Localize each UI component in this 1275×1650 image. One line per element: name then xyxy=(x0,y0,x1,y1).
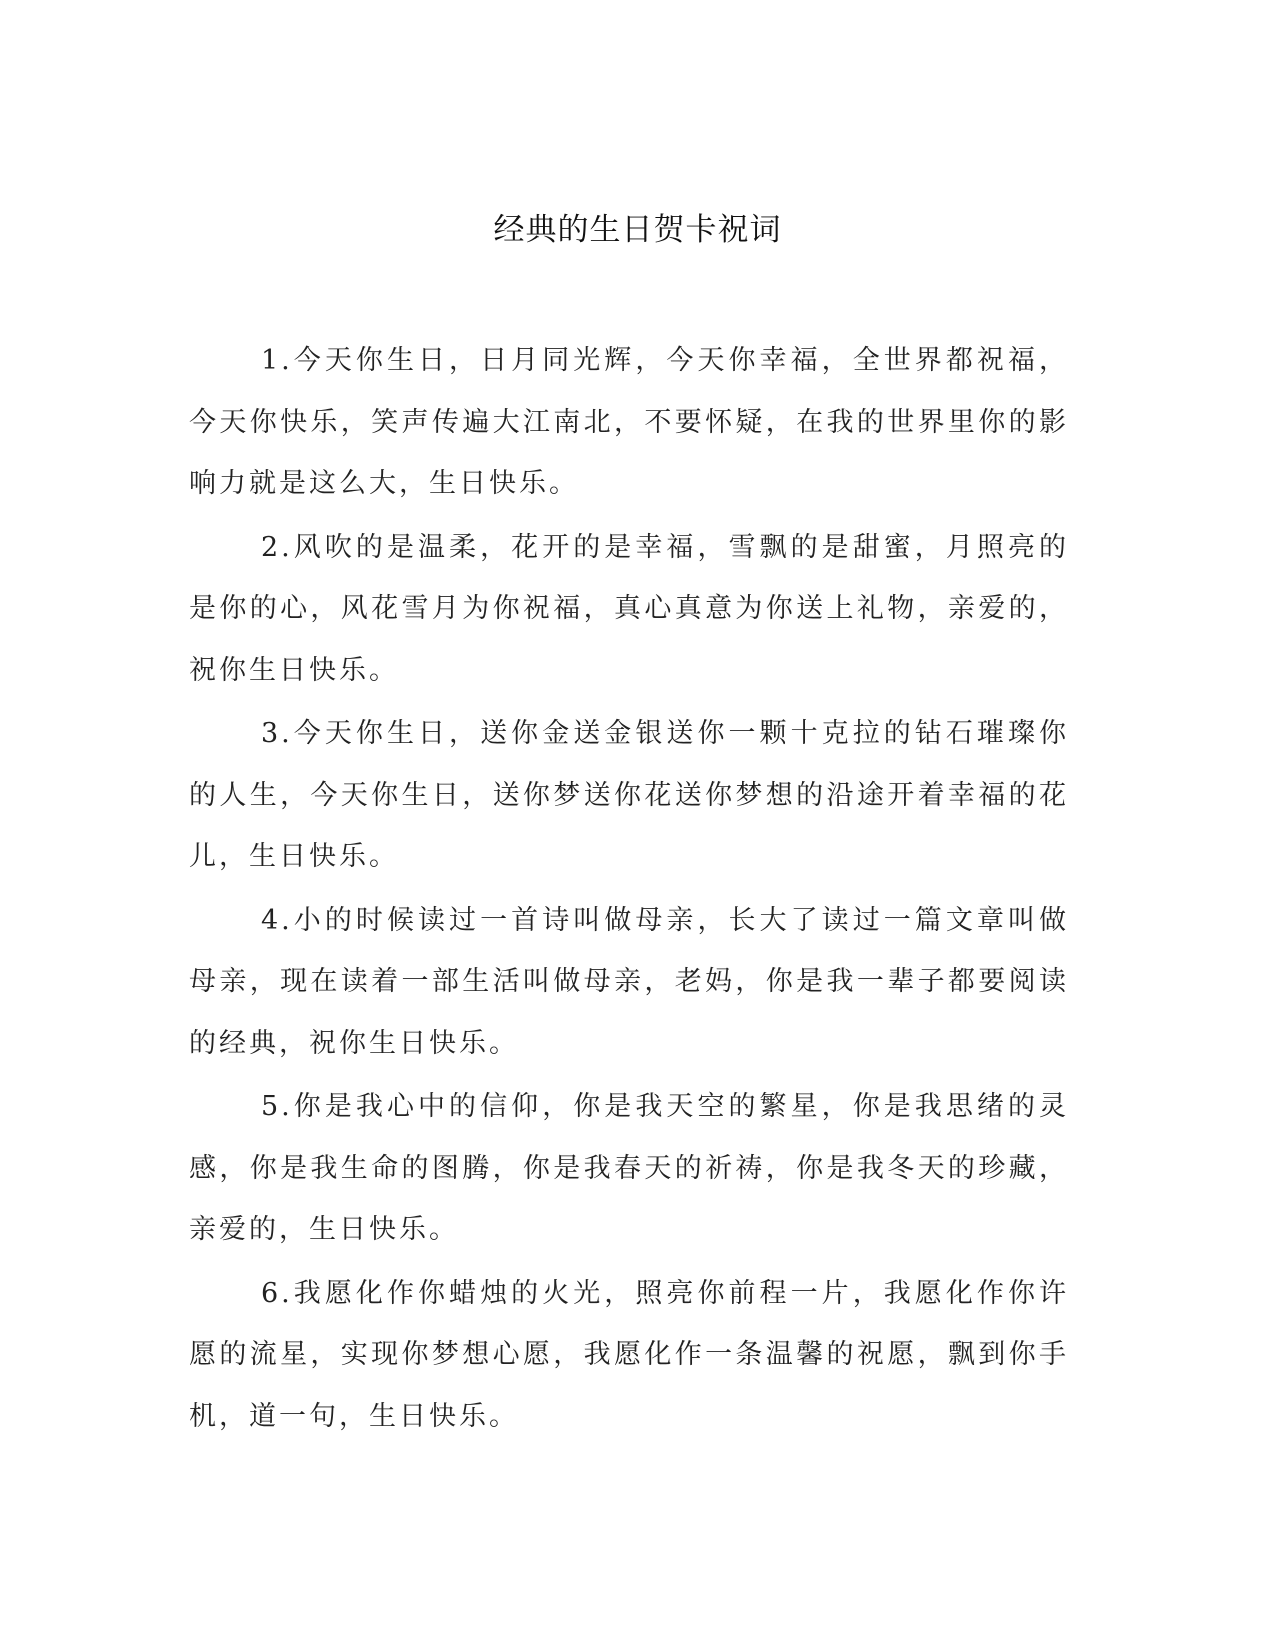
page-title: 经典的生日贺卡祝词 xyxy=(493,212,782,248)
paragraph-6: 6.我愿化作你蜡烛的火光，照亮你前程一片，我愿化作你许愿的流星，实现你梦想心愿，我愿化作一条温馨的祝愿，飘到你手机，道一句，生日快乐。 xyxy=(189,1277,1069,1432)
paragraph-1: 1.今天你生日，日月同光辉，今天你幸福，全世界都祝福，今天你快乐，笑声传遍大江南北，不要怀疑，在我的世界里你的影响力就是这么大，生日快乐。 xyxy=(189,345,1069,499)
paragraph-2: 2.风吹的是温柔，花开的是幸福，雪飘的是甜蜜，月照亮的是你的心，风花雪月为你祝福，真心真意为你送上礼物，亲爱的，祝你生日快乐。 xyxy=(189,531,1069,686)
paragraph-4: 4.小的时候读过一首诗叫做母亲，长大了读过一篇文章叫做母亲，现在读着一部生活叫做母亲，老妈，你是我一辈子都要阅读的经典，祝你生日快乐。 xyxy=(189,904,1069,1059)
paragraph-5: 5.你是我心中的信仰，你是我天空的繁星，你是我思绪的灵感，你是我生命的图腾，你是我春天的祈祷，你是我冬天的珍藏，亲爱的，生日快乐。 xyxy=(189,1091,1069,1245)
document-body xyxy=(189,330,1069,1449)
paragraph-3: 3.今天你生日，送你金送金银送你一颗十克拉的钻石璀璨你的人生，今天你生日，送你梦送你花送你梦想的沿途开着幸福的花儿，生日快乐。 xyxy=(189,718,1069,872)
